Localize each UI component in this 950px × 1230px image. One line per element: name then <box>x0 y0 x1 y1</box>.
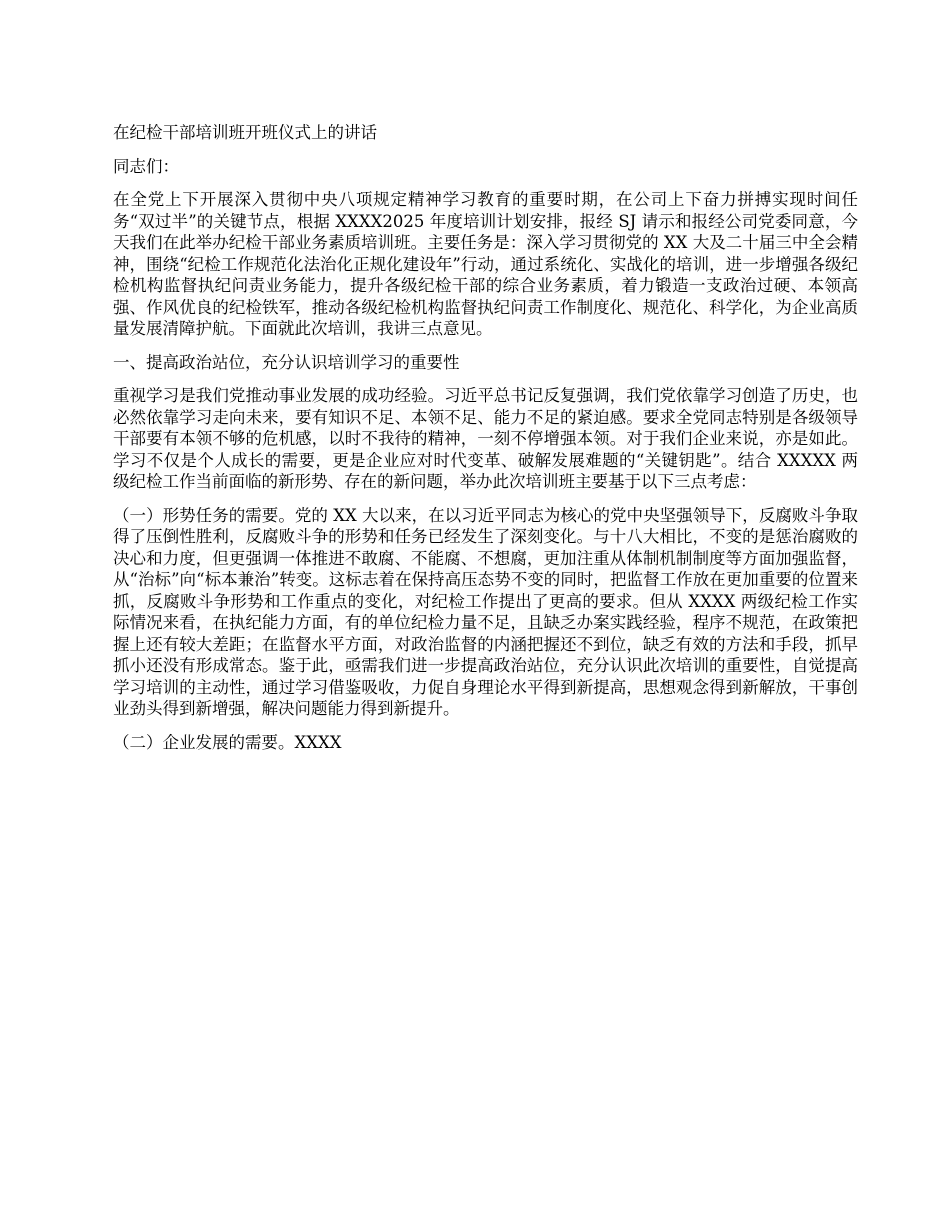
document-title: 在纪检干部培训班开班仪式上的讲话 <box>113 123 377 142</box>
paragraph-learning-importance: 重视学习是我们党推动事业发展的成功经验。习近平总书记反复强调，我们党依靠学习创造了历史，也必然依靠学习走向未来，要有知识不足、本领不足、能力不足的紧迫感。要求全党同志特别是各级领导干部要有本领不够的危机感，以时不我待的精神，一刻不停增强本领。对于我们企业来说，亦是如此。学习不仅是个人成长的需要，更是企业应对时代变革、破解发展难题的“关键钥匙”。结合 XXXXX 两级纪检工作当前面临的新形势、存在的新问题，举办此次培训班主要基于以下三点考虑： <box>113 386 858 491</box>
section-heading-1: 一、提高政治站位，充分认识培训学习的重要性 <box>113 352 460 372</box>
paragraph-introduction: 在全党上下开展深入贯彻中央八项规定精神学习教育的重要时期，在公司上下奋力拼搏实现时间任务“双过半”的关键节点，根据 XXXX2025 年度培训计划安排，报经 SJ 请示和报经公司党委同意，今天我们在此举办纪检干部业务素质培训班。主要任务是：深入学习贯彻党的 XX 大及二十届三中全会精神，围绕“纪检工作规范化法治化正规化建设年”行动，通过系统化、实战化的培训，进一步增强各级纪检机构监督执纪问责业务能力，提升各级纪检干部的综合业务素质，着力锻造一支政治过硬、本领高强、作风优良的纪检铁军，推动各级纪检机构监督执纪问责工作制度化、规范化、科学化，为企业高质量发展清障护航。下面就此次培训，我讲三点意见。 <box>113 190 858 338</box>
document-page <box>113 122 858 765</box>
salutation: 同志们： <box>113 156 179 176</box>
paragraph-enterprise-development: （二）企业发展的需要。XXXX <box>113 732 342 752</box>
paragraph-situation-task: （一）形势任务的需要。党的 XX 大以来，在以习近平同志为核心的党中央坚强领导下，反腐败斗争取得了压倒性胜利，反腐败斗争的形势和任务已经发生了深刻变化。与十八大相比，不变的是惩治腐败的决心和力度，但更强调一体推进不敢腐、不能腐、不想腐，更加注重从体制机制制度等方面加强监督，从“治标”向“标本兼治”转变。这标志着在保持高压态势不变的同时，把监督工作放在更加重要的位置来抓，反腐败斗争形势和工作重点的变化，对纪检工作提出了更高的要求。但从 XXXX 两级纪检工作实际情况来看，在执纪能力方面，有的单位纪检力量不足，且缺乏办案实践经验，程序不规范，在政策把握上还有较大差距；在监督水平方面，对政治监督的内涵把握还不到位，缺乏有效的方法和手段，抓早抓小还没有形成常态。鉴于此，亟需我们进一步提高政治站位，充分认识此次培训的重要性，自觉提高学习培训的主动性，通过学习借鉴吸收，力促自身理论水平得到新提高，思想观念得到新解放，干事创业劲头得到新增强，解决问题能力得到新提升。 <box>113 505 858 718</box>
